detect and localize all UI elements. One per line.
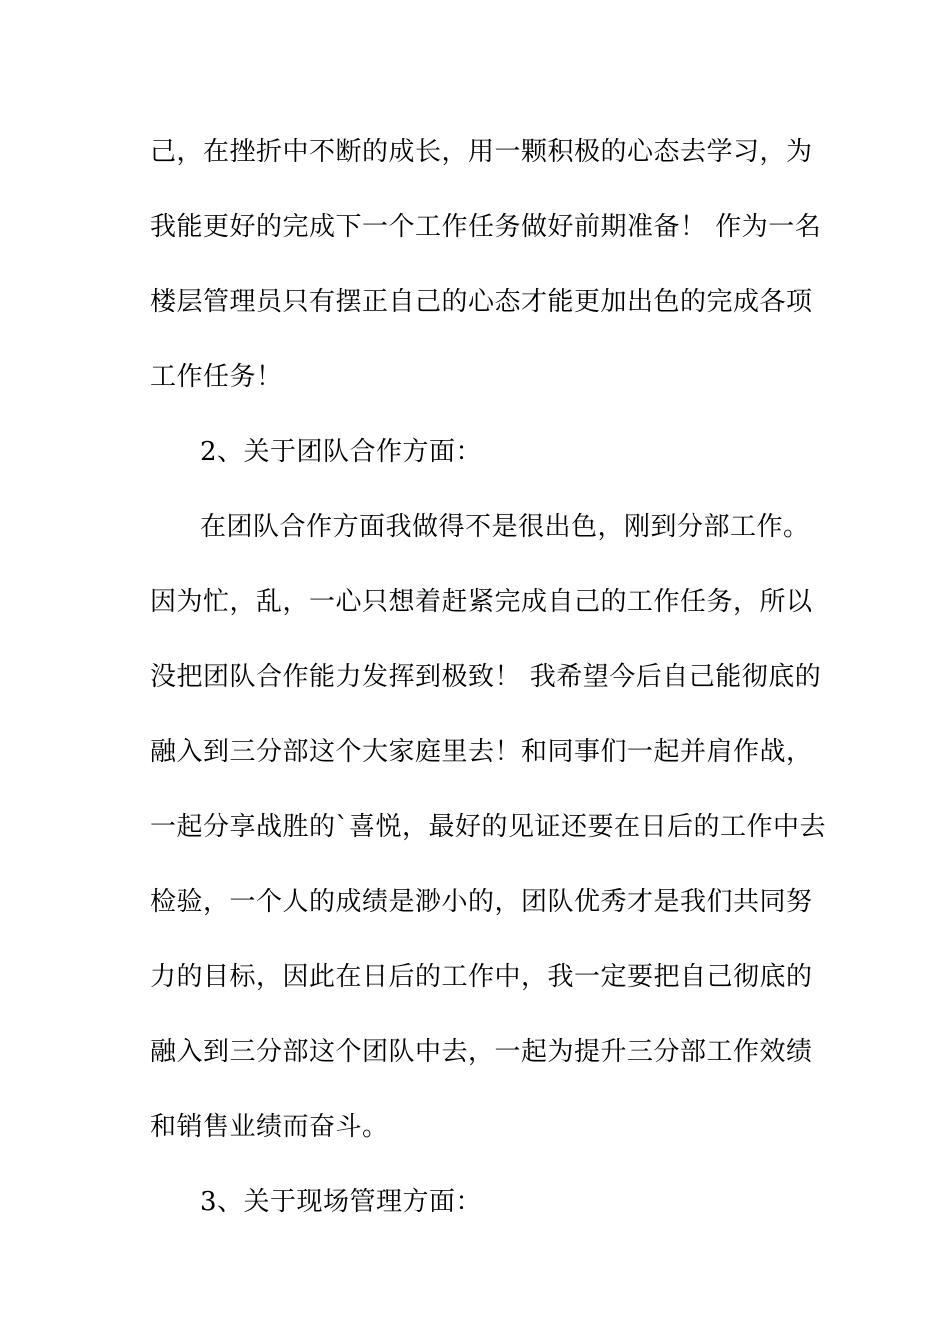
paragraph-line: 融入到三分部这个团队中去，一起为提升三分部工作效绩	[150, 1037, 813, 1067]
paragraph-line: 一起分享战胜的`喜悦，最好的见证还要在日后的工作中去	[150, 812, 827, 842]
section-heading: 3、关于现场管理方面：	[200, 1187, 483, 1217]
paragraph-line: 楼层管理员只有摆正自己的心态才能更加出色的完成各项	[150, 287, 813, 317]
paragraph-line: 工作任务！	[150, 362, 283, 392]
paragraph-line: 没把团队合作能力发挥到极致！ 我希望今后自己能彻底的	[150, 662, 822, 692]
section-heading: 2、关于团队合作方面：	[200, 437, 483, 467]
paragraph-line: 因为忙，乱，一心只想着赶紧完成自己的工作任务，所以	[150, 587, 813, 617]
paragraph-line: 己，在挫折中不断的成长，用一颗积极的心态去学习，为	[150, 137, 813, 167]
paragraph-line: 力的目标，因此在日后的工作中，我一定要把自己彻底的	[150, 962, 813, 992]
paragraph-line: 和销售业绩而奋斗。	[150, 1112, 389, 1142]
paragraph-line: 融入到三分部这个大家庭里去！和同事们一起并肩作战，	[150, 737, 813, 767]
paragraph-line: 在团队合作方面我做得不是很出色，刚到分部工作。	[200, 512, 810, 542]
paragraph-line: 检验，一个人的成绩是渺小的，团队优秀才是我们共同努	[150, 887, 813, 917]
paragraph-line: 我能更好的完成下一个工作任务做好前期准备！ 作为一名	[150, 212, 822, 242]
